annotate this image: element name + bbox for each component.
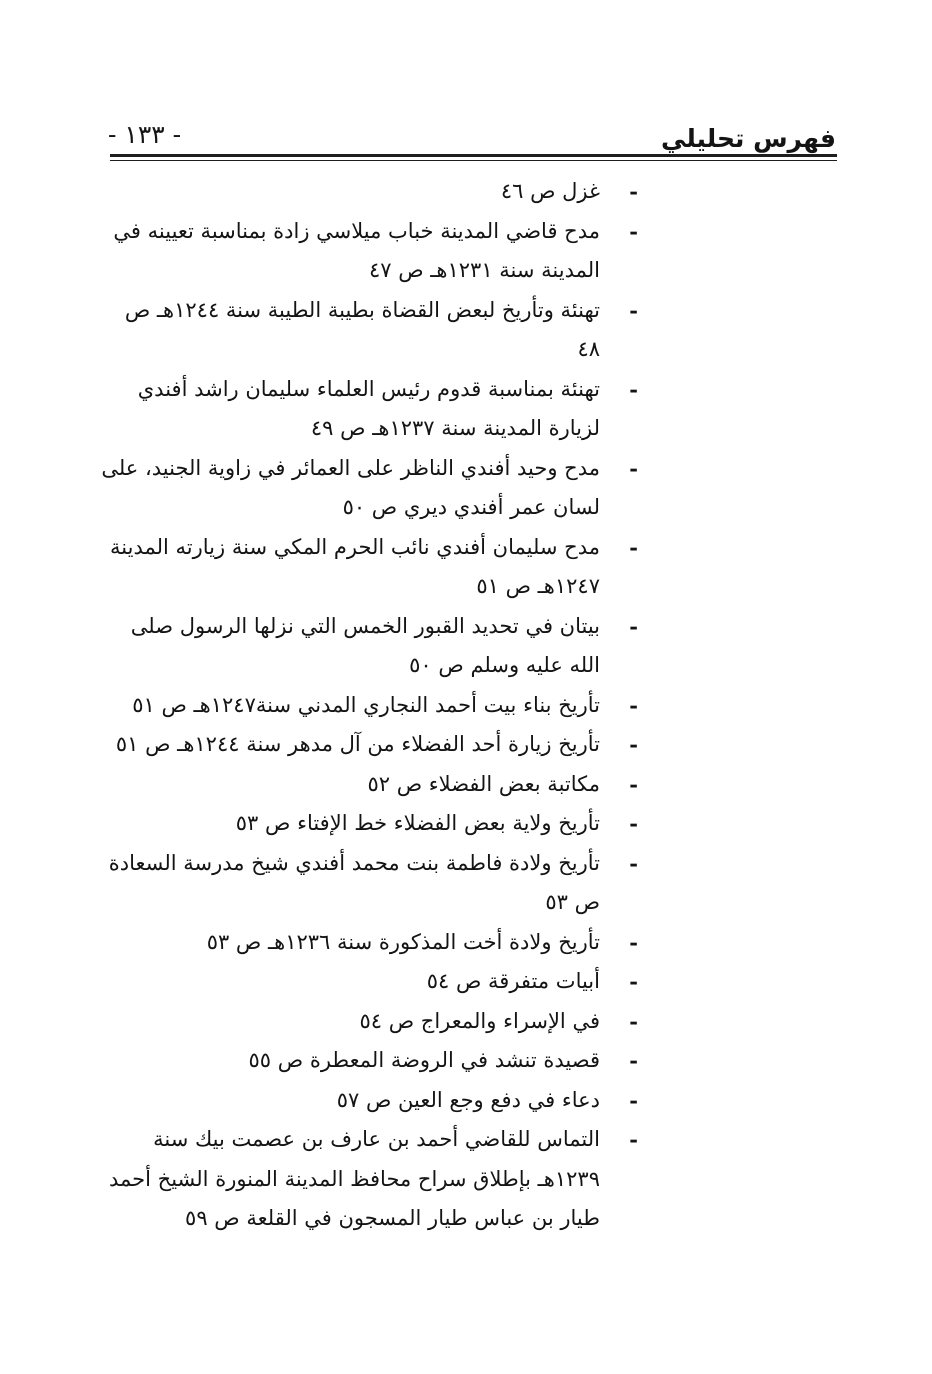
index-entry [100,923,648,963]
entry-text: تأريخ ولاية بعض الفضلاء خط الإفتاء ص ٥٣ [235,811,600,835]
index-entry [100,607,648,686]
entry-text: التماس للقاضي أحمد بن عارف بن عصمت بيك سنة ١٢٣٩هـ بإطلاق سراح محافظ المدينة المنورة الشيخ أحمد طيار بن عباس طيار المسجون في القلعة ص ٥٩ [109,1127,600,1230]
index-entry-list [100,172,648,1239]
entry-text: في الإسراء والمعراج ص ٥٤ [359,1008,600,1033]
index-entry [100,528,648,607]
header-rule-thin [110,160,837,161]
entry-text: مدح وحيد أفندي الناظر على العمائر في زاوية الجنيد، على لسان عمر أفندي ديري ص ٥٠ [101,455,600,519]
entry-bullet: - [629,850,638,876]
entry-bullet: - [629,297,638,323]
page-number: - ١٣٣ - [108,120,182,149]
index-entry [100,686,648,726]
entry-text: تهنئة بمناسبة قدوم رئيس العلماء سليمان راشد أفندي لزيارة المدينة سنة ١٢٣٧هـ ص ٤٩ [137,376,600,440]
entry-bullet: - [629,1127,638,1152]
index-entry [100,962,648,1002]
page-header [108,112,836,152]
index-entry [100,1002,648,1042]
running-header-title: فهرس تحليلي [661,124,836,153]
index-entry [100,370,648,449]
index-entry [100,844,648,923]
index-entry [100,1081,648,1121]
entry-bullet: - [629,929,638,955]
entry-text: مكاتبة بعض الفضلاء ص ٥٢ [367,771,600,796]
entry-bullet: - [629,692,638,718]
entry-bullet: - [629,732,638,757]
index-entry [100,212,648,291]
index-entry [100,449,648,528]
entry-bullet: - [629,613,638,639]
entry-bullet: - [629,455,638,481]
entry-bullet: - [629,1087,638,1113]
entry-text: غزل ص ٤٦ [500,179,600,203]
entry-bullet: - [629,969,638,994]
entry-bullet: - [629,218,638,244]
entry-bullet: - [629,1008,638,1034]
entry-bullet: - [629,811,638,836]
entry-text: بيتان في تحديد القبور الخمس التي نزلها الرسول صلى الله عليه وسلم ص ٥٠ [130,613,600,677]
index-entry [100,1120,648,1239]
entry-bullet: - [629,771,638,797]
index-entry [100,804,648,844]
entry-text: قصيدة تنشد في الروضة المعطرة ص ٥٥ [248,1048,600,1072]
entry-bullet: - [629,179,638,204]
index-entry [100,1041,648,1081]
entry-text: دعاء في دفع وجع العين ص ٥٧ [336,1087,600,1112]
entry-text: مدح قاضي المدينة خباب ميلاسي زادة بمناسبة تعيينه في المدينة سنة ١٢٣١هـ ص ٤٧ [113,218,600,282]
entry-text: تأريخ بناء بيت أحمد النجاري المدني سنة١٢٤٧هـ ص ٥١ [132,692,600,717]
entry-text: تأريخ ولادة فاطمة بنت محمد أفندي شيخ مدرسة السعادة ص ٥٣ [108,850,600,914]
header-rule-thick [110,154,837,157]
entry-text: تأريخ زيارة أحد الفضلاء من آل مدهر سنة ١٢٤٤هـ ص ٥١ [115,732,600,756]
entry-bullet: - [629,376,638,402]
entry-text: أبيات متفرقة ص ٥٤ [426,969,600,993]
index-entry [100,172,648,212]
index-entry [100,725,648,765]
entry-text: تأريخ ولادة أخت المذكورة سنة ١٢٣٦هـ ص ٥٣ [206,929,600,954]
entry-bullet: - [629,534,638,560]
entry-text: تهنئة وتأريخ لبعض القضاة بطيبة الطيبة سنة ١٢٤٤هـ ص ٤٨ [124,297,600,361]
index-entry [100,291,648,370]
index-entry [100,765,648,805]
entry-text: مدح سليمان أفندي نائب الحرم المكي سنة زيارته المدينة ١٢٤٧هـ ص ٥١ [110,534,600,598]
entry-bullet: - [629,1048,638,1073]
